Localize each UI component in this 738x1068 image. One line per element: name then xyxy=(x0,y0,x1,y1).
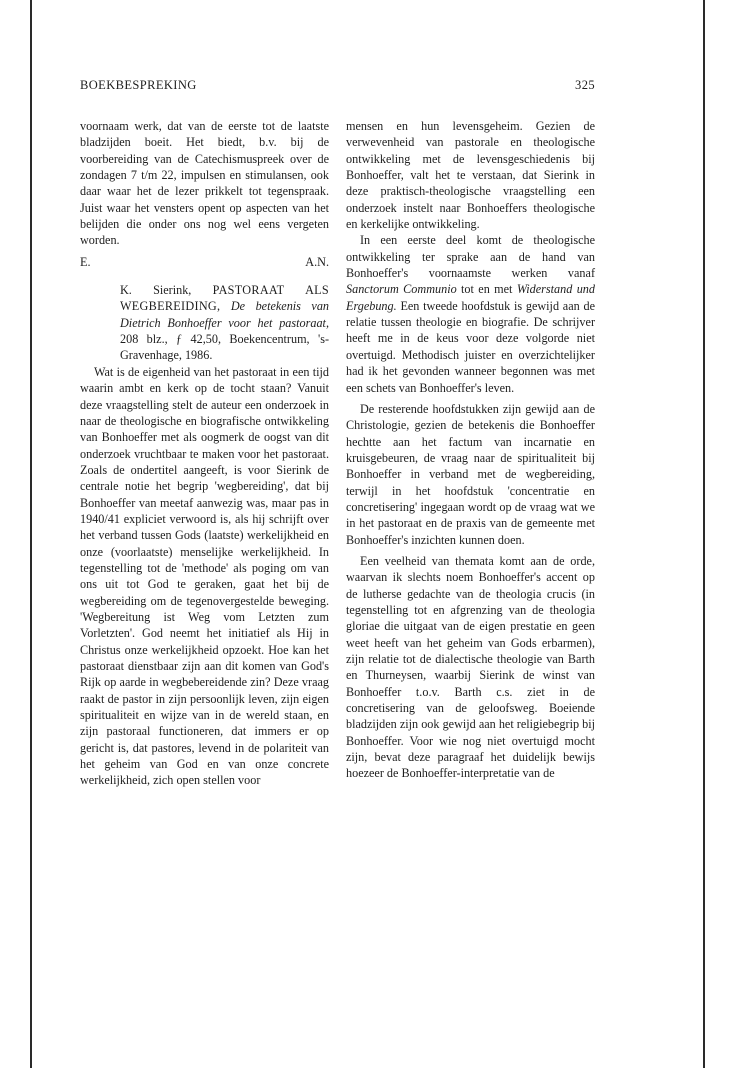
continuation-paragraph: mensen en hun levensgeheim. Gezien de verwevenheid van pastorale en theologische ontwikkeling met de levensgeschiedenis bij Bonhoeffer, valt het te verstaan, dat Sierink in deze praktisch-theologische vraagstelling een onderzoek instelt naar Bonhoeffers theologische en kerkelijke ontwikkeling. xyxy=(346,119,595,232)
section-title: BOEKBESPREKING xyxy=(80,78,197,92)
paragraph-2-text-1: In een eerste deel komt de theologische ontwikkeling ter sprake aan de hand van Bonhoeffer's voornaamste werken vanaf xyxy=(346,233,595,281)
review-title: PASTORAAT ALS WEGBEREIDING, xyxy=(120,283,329,314)
signature-left: E. xyxy=(80,254,91,269)
paragraph-themes: Een veelheid van themata komt aan de orde, waarvan ik slechts noem Bonhoeffer's accent op de lutherse gedachte van de theologia crucis (in tegenstelling tot en afgrenzing van de theologia gloriae die uitgaat van de eigen prestatie en geen weet heeft van het geheim van Gods erbarmen), zijn relatie tot de dialectische theologie van Barth en Thurneysen, waarbij Sierink de winst van Bonhoeffer t.o.v. Barth c.s. ziet in de concretisering van de geloofsweg. Boeiende bladzijden zijn ook gewijd aan het religiebegrip bij Bonhoeffer. Voor wie nog niet overtuigd mocht zijn, bevat deze paragraaf het duidelijk bewijs hoezeer de Bonhoeffer-interpretatie van de xyxy=(346,553,595,781)
signature-right: A.N. xyxy=(305,254,329,269)
page-edge-left xyxy=(30,0,32,1068)
opening-paragraph: voornaam werk, dat van de eerste tot de laatste bladzijden boeit. Het biedt, b.v. bij de voorbereiding van de Catechismuspreek over de zondagen 7 t/m 22, impulsen en stimulansen, ook daar waar het de lezer prikkelt tot tegenspraak. Juist waar het vensters opent op aspecten van het belijden die onder ons nog wel eens vergeten worden. xyxy=(80,119,329,248)
page-number: 325 xyxy=(575,78,595,92)
paragraph-2-text-2: tot en met xyxy=(461,282,513,297)
paragraph-2-text-3: Een tweede hoofdstuk is gewijd aan de relatie tussen theologie en biografie. De schrijver heeft me in de keus voor deze volgorde niet overtuigd. Methodisch juister en overzichtelijker had ik het gevonden wanneer begonnen was met een schets van Bonhoeffer's leven. xyxy=(346,298,595,395)
paragraph-remaining-chapters: De resterende hoofdstukken zijn gewijd aan de Christologie, gezien de betekenis die Bonhoeffer hechtte aan het factum van incarnatie en kruisgebeuren, de vraag naar de spiritualiteit bij Bonhoeffer in verband met de wegbereiding, terwijl in het hoofdstuk 'concentratie en concretisering' ingegaan wordt op de vraag wat we in het pastoraat en de praxis van de gemeente met Bonhoeffer's inzichten kunnen doen. xyxy=(346,401,595,547)
book-review-header xyxy=(120,282,329,364)
left-column xyxy=(80,118,329,789)
running-head xyxy=(80,78,595,93)
signature-line xyxy=(80,254,329,270)
book-title-sanctorum: Sanctorum Communio xyxy=(346,282,457,297)
review-subtitle: De betekenis van Dietrich Bonhoeffer voor het pastoraat, xyxy=(120,299,330,330)
review-author: K. Sierink, xyxy=(120,283,192,298)
body-paragraph: Wat is de eigenheid van het pastoraat in een tijd waarin ambt en kerk op de tocht staan? Vanuit deze vraagstelling stelt de auteur een onderzoek in naar de theologische en biografische ontwikkeling van Bonhoeffer met als oogmerk de oogst van dit onderzoek vruchtbaar te maken voor het pastoraat. Zoals de ondertitel aangeeft, is voor Sierink de centrale notie het begrip 'wegbereiding', dat bij Bonhoeffer van meetaf aanwezig was, maar pas in 1940/41 expliciet verwoord is, als hij schrijft over het verband tussen Gods (laatste) werkelijkheid en onze (voorlaatste) menselijke werkelijkheid. In tegenstelling tot de 'methode' als poging om van ons uit tot God te geraken, gaat het bij de wegbereiding om de tegenovergestelde beweging. 'Wegbereitung ist Weg vom Letzten zum Vorletzten'. God neemt het initiatief als Hij in Christus onze werkelijkheid opzoekt. Hoe kan het pastoraat dienstbaar zijn aan dit komen van God's Rijk op aarde in wegbebereidende zin? Deze vraag raakt de pastor in zijn persoonlijk leven, zijn eigen spiritualiteit en wijze van in de wereld staan, en zijn pastoraal functioneren, dat immers er op gericht is, dat pastores, levend in de polariteit van het geheim van God en van onze concrete werkelijkheid, zich open stellen voor xyxy=(80,364,329,788)
review-details: 208 blz., ƒ 42,50, Boekencentrum, 's-Gravenhage, 1986. xyxy=(120,332,329,363)
book-title-widerstand: Widerstand und Ergebung. xyxy=(346,282,595,313)
right-column xyxy=(346,118,595,782)
paragraph-first-part xyxy=(346,232,595,395)
page-edge-right xyxy=(703,0,705,1068)
